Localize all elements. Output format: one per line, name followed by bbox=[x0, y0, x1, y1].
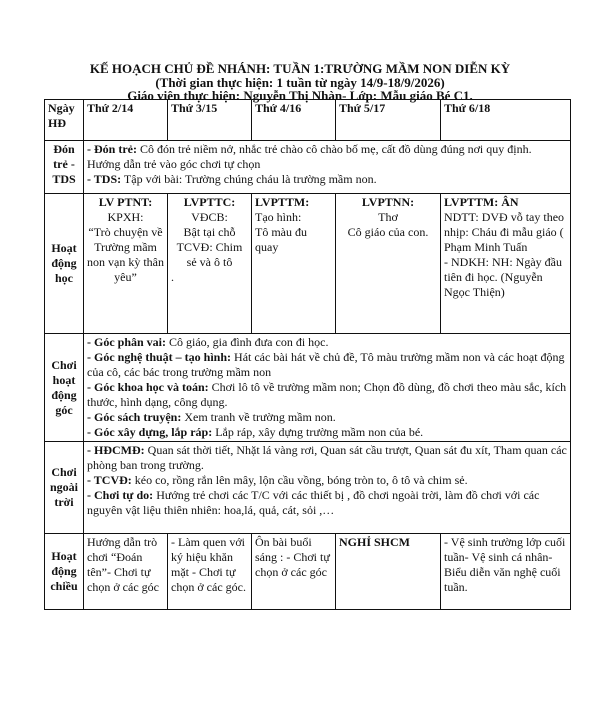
don-tre-label: Đón trẻ - TDS bbox=[45, 141, 84, 194]
don-tre-content bbox=[84, 141, 571, 194]
goc-text: Chơi lô tô về trường mầm non; Chọn đồ dùng, đồ chơi theo màu sắc, kích thước, hình dạng, công dụng. bbox=[87, 380, 567, 409]
chieu-cell-mon: Hướng dẫn trò chơi “Đoán tên”- Chơi tự chọn ở các góc bbox=[84, 534, 168, 610]
hdh-cell-thu bbox=[336, 194, 441, 334]
hdh-heading: LVPTTM: bbox=[255, 195, 310, 209]
chieu-cell-fri: - Vệ sinh trường lớp cuối tuần- Vệ sinh cá nhân- Biểu diễn văn nghệ cuối tuần. bbox=[441, 534, 571, 610]
document-title: KẾ HOẠCH CHỦ ĐỀ NHÁNH: TUẦN 1:TRƯỜNG MẦM NON DIỄN KỲ bbox=[89, 61, 511, 76]
hoat-dong-hoc-label: Hoạt động học bbox=[45, 194, 84, 334]
choi-goc-row bbox=[45, 334, 571, 442]
ngoai-troi-bold: - HĐCMĐ: bbox=[87, 443, 145, 457]
hoat-dong-chieu-row bbox=[45, 534, 571, 610]
hdh-heading: LVPTTM: ÂN bbox=[444, 195, 519, 209]
header-row bbox=[45, 100, 571, 141]
chieu-cell-wed: Ôn bài buổi sáng : - Chơi tự chọn ở các góc bbox=[252, 534, 336, 610]
day-header-mon: Thứ 2/14 bbox=[84, 100, 168, 141]
hdh-line: “Trò chuyện về Trường mầm non vạn kỳ thân yêu” bbox=[87, 225, 164, 284]
teacher-line: Giáo viên thực hiện: Nguyễn Thị Nhàn- Lớp: Mẫu giáo Bé C1. bbox=[127, 88, 473, 103]
weekly-plan-table bbox=[44, 99, 571, 610]
choi-ngoai-troi-content bbox=[84, 442, 571, 534]
tds-text: Tập với bài: Trường chúng cháu là trường mầm non. bbox=[121, 172, 377, 186]
document-subtitle: (Thời gian thực hiện: 1 tuần từ ngày 14/9-18/9/2026) bbox=[155, 75, 445, 90]
goc-bold: - Góc sách truyện: bbox=[87, 410, 182, 424]
hdh-line: . bbox=[171, 270, 174, 284]
goc-text: Xem tranh về trường mầm non. bbox=[181, 410, 336, 424]
goc-text: Lắp ráp, xây dựng trường mầm non của bé. bbox=[212, 425, 424, 439]
corner-cell: Ngày HĐ bbox=[45, 100, 84, 141]
hdh-line: Bật tại chỗ TCVĐ: Chim sẻ và ô tô bbox=[176, 225, 243, 269]
hdh-line: NDTT: DVĐ vỗ tay theo nhịp: Cháu đi mẫu giáo ( Phạm Minh Tuấn bbox=[444, 210, 565, 254]
choi-ngoai-troi-row bbox=[45, 442, 571, 534]
chieu-cell-tue: - Làm quen với ký hiệu khăn mặt - Chơi tự chọn ở các góc. bbox=[168, 534, 252, 610]
hdh-line: Cô giáo của con. bbox=[347, 225, 429, 239]
hoat-dong-chieu-label: Hoạt động chiều bbox=[45, 534, 84, 610]
hdh-cell-wed bbox=[252, 194, 336, 334]
goc-bold: - Góc nghệ thuật – tạo hình: bbox=[87, 350, 232, 364]
hdh-line: Thơ bbox=[378, 210, 398, 224]
hdh-line: Tô màu đu quay bbox=[255, 225, 307, 254]
goc-bold: - Góc phân vai: bbox=[87, 335, 167, 349]
choi-goc-label: Chơi hoạt động góc bbox=[45, 334, 84, 442]
hdh-heading: LVPTNN: bbox=[361, 195, 415, 209]
hdh-line: Tạo hình: bbox=[255, 210, 302, 224]
day-header-wed: Thứ 4/16 bbox=[252, 100, 336, 141]
tds-bold: - TDS: bbox=[87, 172, 122, 186]
day-header-thu: Thứ 5/17 bbox=[336, 100, 441, 141]
day-header-fri: Thứ 6/18 bbox=[441, 100, 571, 141]
hdh-line: - NDKH: NH: Ngày đầu tiên đi học. (Nguyễn Ngọc Thiện) bbox=[444, 255, 562, 299]
hdh-cell-fri bbox=[441, 194, 571, 334]
don-tre-text: Cô đón trẻ niềm nở, nhắc trẻ chào cô chào bố mẹ, cất đồ dùng đúng nơi quy định. Hướng dẫn trẻ vào góc chơi tự chọn bbox=[87, 142, 532, 171]
hdh-line: VĐCB: bbox=[191, 210, 228, 224]
don-tre-bold: - Đón trẻ: bbox=[87, 142, 137, 156]
goc-bold: - Góc khoa học và toán: bbox=[87, 380, 209, 394]
don-tre-row bbox=[45, 141, 571, 194]
hdh-cell-tue bbox=[168, 194, 252, 334]
choi-goc-content bbox=[84, 334, 571, 442]
hoat-dong-hoc-row bbox=[45, 194, 571, 334]
goc-text: Cô giáo, gia đình đưa con đi học. bbox=[166, 335, 329, 349]
hdh-heading: LVPTTC: bbox=[183, 195, 236, 209]
goc-text: Hát các bài hát về chủ đề, Tô màu trường mầm non và các hoạt động của cô, các bác trong trường mầm non bbox=[87, 350, 565, 379]
hdh-line: KPXH: bbox=[107, 210, 144, 224]
ngoai-troi-text: Quan sát thời tiết, Nhặt lá vàng rơi, Quan sát cầu trượt, Quan sát đu xít, Tham quan các phòng ban trong trường. bbox=[87, 443, 567, 472]
ngoai-troi-text: kéo co, rồng rắn lên mây, lộn cầu vồng, bóng tròn to, ô tô và chim sẻ. bbox=[131, 473, 468, 487]
hdh-heading: LV PTNT: bbox=[98, 195, 153, 209]
ngoai-troi-bold: - Chơi tự do: bbox=[87, 488, 154, 502]
ngoai-troi-bold: - TCVĐ: bbox=[87, 473, 132, 487]
goc-bold: - Góc xây dựng, lắp ráp: bbox=[87, 425, 213, 439]
day-header-tue: Thứ 3/15 bbox=[168, 100, 252, 141]
ngoai-troi-text: Hướng trẻ chơi các T/C với các thiết bị , đồ chơi ngoài trời, làm đồ chơi với các nguyên vật liệu thiên nhiên: hoa,lá, quả, cát, sỏi ,… bbox=[87, 488, 540, 517]
chieu-cell-thu: NGHỈ SHCM bbox=[336, 534, 441, 610]
choi-ngoai-troi-label: Chơi ngoài trời bbox=[45, 442, 84, 534]
hdh-cell-mon bbox=[84, 194, 168, 334]
